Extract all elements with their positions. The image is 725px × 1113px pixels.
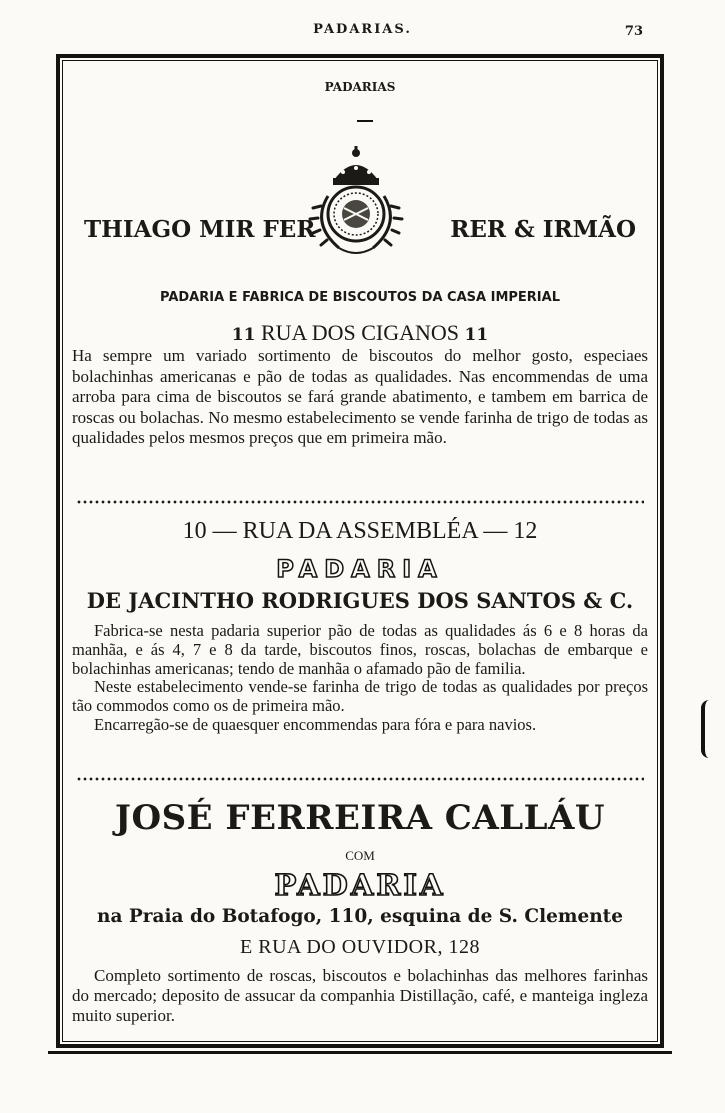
imperial-crest-icon xyxy=(301,144,411,264)
ad1-address-number: 11 xyxy=(231,325,256,345)
ad1-heading: PADARIAS xyxy=(324,80,396,94)
running-head xyxy=(0,20,725,50)
ad2-proprietor: DE JACINTHO RODRIGUES DOS SANTOS & C. xyxy=(86,588,634,613)
page-number: 73 xyxy=(624,24,643,39)
ad1-address-street: RUA DOS CIGANOS xyxy=(260,320,460,345)
ad1-address-number-repeat: 11 xyxy=(464,325,489,345)
ad1-subtitle: PADARIA E FABRICA DE BISCOUTOS DA CASA IMPERIAL xyxy=(160,290,560,305)
ad2-paragraph: Neste estabelecimento vende-se farinha de trigo de todas as qualidades por preços tão commodos como os de primeira mão. xyxy=(72,677,648,716)
ad3-connector: COM xyxy=(345,848,375,863)
ornamental-rule xyxy=(76,499,644,505)
ad2-address: 10 — RUA DA ASSEMBLÉA — 12 xyxy=(182,518,538,544)
ad2-paragraph: Fabrica-se nesta padaria superior pão de todas as qualidades ás 6 e 8 horas da manhãa, e ás 4, 7 e 8 da tarde, biscoutos finos, roscas, bolachas de embarque e bolachinhas americanas; tendo de manhãa o afamado pão de familia. xyxy=(72,621,648,678)
ad1-name-left: THIAGO MIR FER xyxy=(84,216,316,243)
ad1-name-right: RER & IRMÃO xyxy=(450,216,636,243)
ad3-business-type: PADARIA xyxy=(274,868,446,902)
ad1-body: Ha sempre um variado sortimento de biscoutos do melhor gosto, especiaes bolachinhas americanas e pão de todas as qualidades. Nas encommendas de uma arroba para cima de biscoutos se fará grande abatimento, e tambem em barrica de roscas ou bolachas. No mesmo estabelecimento se vende farinha de trigo de todas as qualidades pelos mesmos preços que em primeira mão. xyxy=(72,346,648,448)
ad3-body-text: Completo sortimento de roscas, biscoutos e bolachinhas das melhores farinhas do mercado; deposito de assucar da companhia Distillação, café, e manteiga ingleza muito superior. xyxy=(72,966,648,1025)
ad2-business-type: PADARIA xyxy=(276,555,444,583)
ad3-body xyxy=(72,966,648,1026)
ad2-paragraph: Encarregão-se de quaesquer encommendas para fóra e para navios. xyxy=(94,714,537,734)
ad3-address-line2: E RUA DO OUVIDOR, 128 xyxy=(240,936,480,958)
ornamental-rule xyxy=(76,776,644,782)
ad1-address xyxy=(60,320,660,346)
advertisement-frame xyxy=(56,54,664,1048)
ad2-body xyxy=(72,622,648,735)
ad3-address-line1: na Praia do Botafogo, 110, esquina de S. Clemente xyxy=(97,906,623,927)
ad3-proprietor: JOSÉ FERREIRA CALLÁU xyxy=(114,798,606,838)
heading-dash xyxy=(357,120,373,122)
page-edge-mark xyxy=(701,700,715,758)
running-title: PADARIAS. xyxy=(313,22,412,37)
